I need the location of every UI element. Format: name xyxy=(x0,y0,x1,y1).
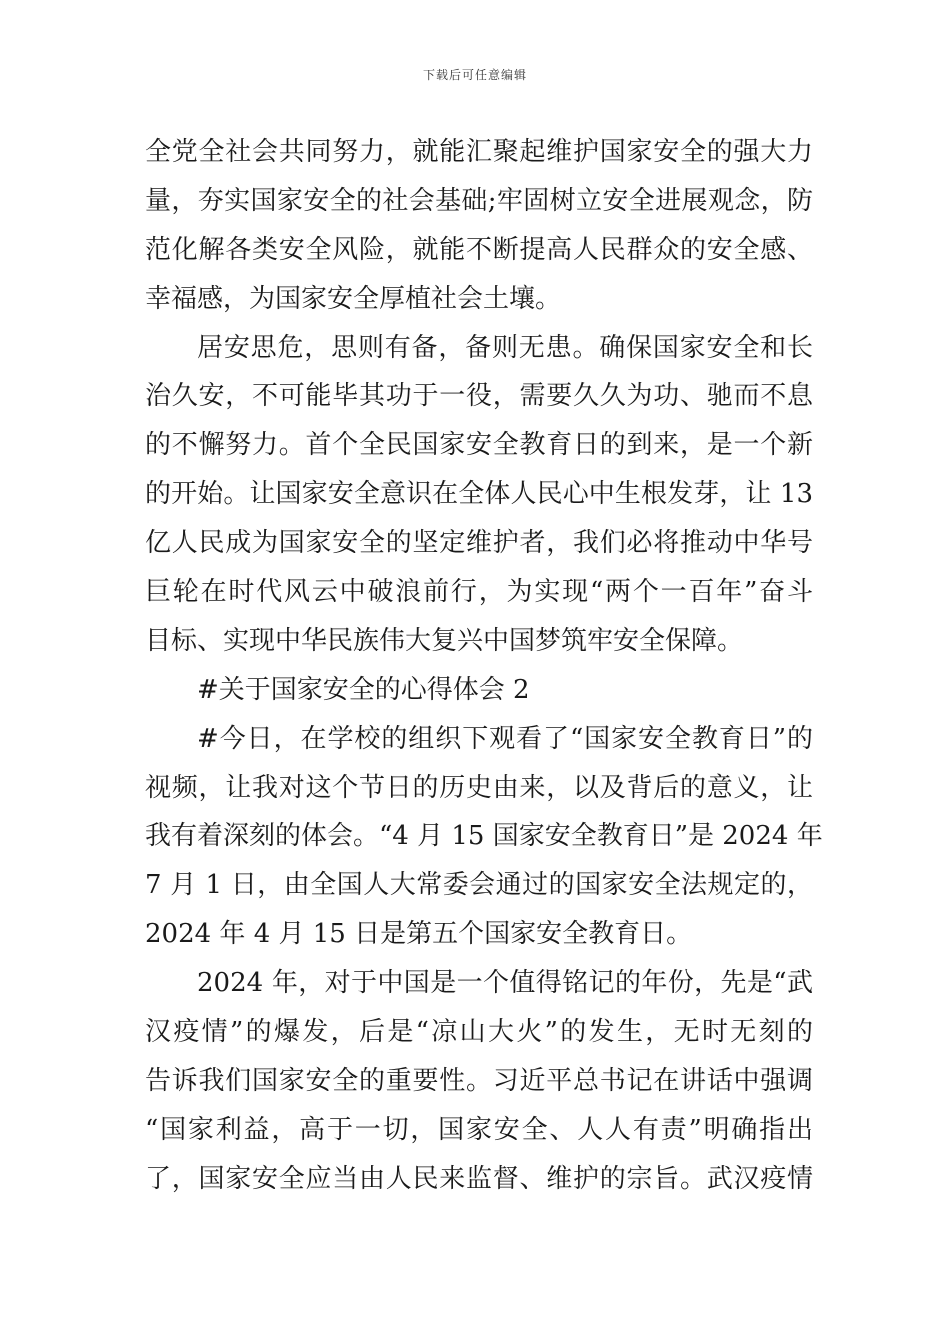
paragraph-2 xyxy=(145,324,813,666)
paragraph-3 xyxy=(145,715,823,959)
text-line: 7 月 1 日，由全国人大常委会通过的国家安全法规定的， xyxy=(145,870,813,901)
text-line: 巨轮在时代风云中破浪前行，为实现“两个一百年”奋斗 xyxy=(145,577,813,608)
text-line: 我有着深刻的体会。“4 月 15 国家安全教育日”是 2024 年 xyxy=(145,821,823,852)
text-line: 量，夯实国家安全的社会基础;牢固树立安全进展观念，防 xyxy=(145,185,813,216)
text-line: 汉疫情”的爆发，后是“凉山大火”的发生，无时无刻的 xyxy=(145,1017,813,1048)
text-line: 治久安，不可能毕其功于一役，需要久久为功、驰而不息 xyxy=(145,381,813,412)
text-line: #今日，在学校的组织下观看了“国家安全教育日”的 xyxy=(197,723,813,754)
text-line: “国家利益，高于一切，国家安全、人人有责”明确指出 xyxy=(145,1114,813,1145)
text-line: 全党全社会共同努力，就能汇聚起维护国家安全的强大力 xyxy=(145,137,813,167)
text-line: 幸福感，为国家安全厚植社会土壤。 xyxy=(145,283,562,314)
document-body xyxy=(145,128,823,1204)
text-line: 2024 年 4 月 15 日是第五个国家安全教育日。 xyxy=(145,919,693,950)
text-line: 居安思危，思则有备，备则无患。确保国家安全和长 xyxy=(197,332,813,363)
text-line: 2024 年，对于中国是一个值得铭记的年份，先是“武 xyxy=(197,968,813,999)
heading-line: #关于国家安全的心得体会 2 xyxy=(197,674,530,705)
section-heading xyxy=(145,666,813,715)
text-line: 亿人民成为国家安全的坚定维护者，我们必将推动中华号 xyxy=(145,528,813,559)
text-line: 的开始。让国家安全意识在全体人民心中生根发芽，让 13 xyxy=(145,479,813,510)
text-line: 告诉我们国家安全的重要性。习近平总书记在讲话中强调 xyxy=(145,1065,813,1096)
paragraph-4 xyxy=(145,959,813,1203)
text-line: 范化解各类安全风险，就能不断提高人民群众的安全感、 xyxy=(145,234,813,265)
paragraph-1 xyxy=(145,128,813,324)
text-line: 的不懈努力。首个全民国家安全教育日的到来，是一个新 xyxy=(145,430,813,461)
text-line: 目标、实现中华民族伟大复兴中国梦筑牢安全保障。 xyxy=(145,625,744,656)
text-line: 了，国家安全应当由人民来监督、维护的宗旨。武汉疫情 xyxy=(145,1163,813,1194)
text-line: 视频，让我对这个节日的历史由来，以及背后的意义，让 xyxy=(145,772,813,803)
page-header: 下载后可任意编辑 xyxy=(422,68,527,82)
